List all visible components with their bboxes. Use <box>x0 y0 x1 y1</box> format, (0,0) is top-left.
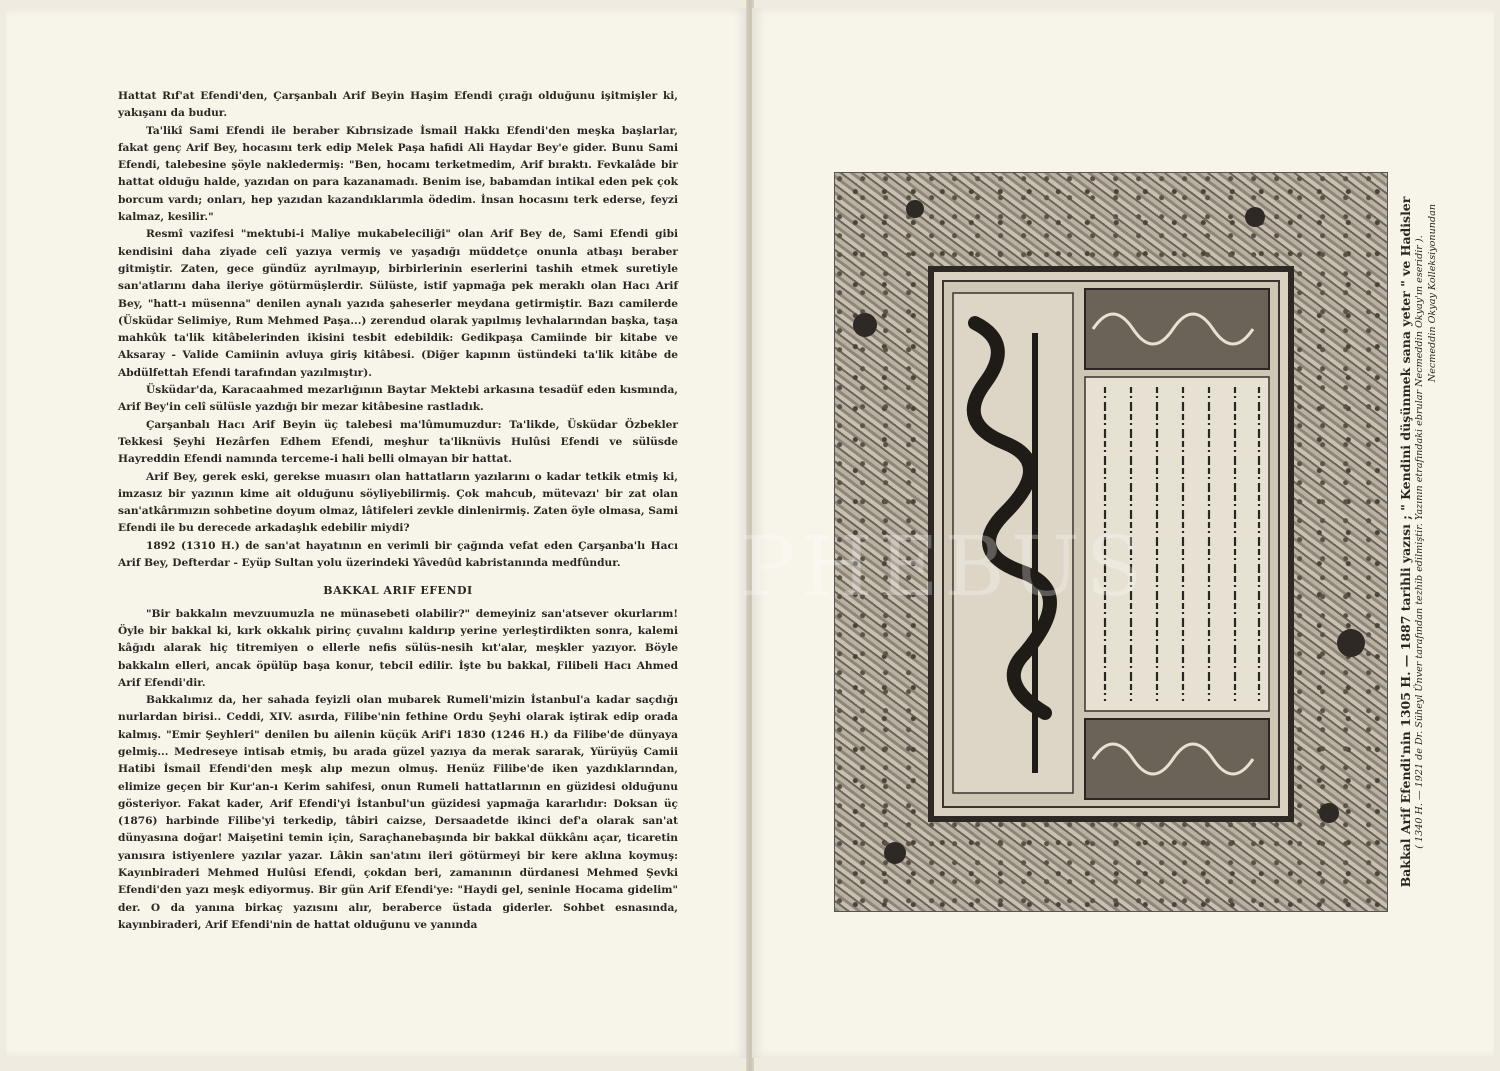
paragraph: 1892 (1310 H.) de san'at hayatının en verimli bir çağında vefat eden Çarşanba'lı Hacı Arif Bey, Defterdar - Eyüp Sultan yolu üzerindeki Yâvedûd kabristanında medfûndur. <box>118 539 678 570</box>
paragraph: Bakkalımız da, her sahada feyizli olan mubarek Rumeli'mizin İstanbul'a kadar saçdığı nurlardan birisi.. Ceddi, XIV. asırda, Filibe'nin fethine Ordu Şeyhi olarak iştirak edip orada kalmış. "Emir Şeyhleri" denilen bu ailenin küçük Arif'i 1830 (1246 H.) da Filibe'de dünyaya gelmiş... Medreseye intisab etmiş, bu arada güzel yazıya da merak sararak, Yürüyüş Camii Hatibi İsmail Efendi'den meşk alıp mezun olmuş. Henüz Filibe'de iken yazdıklarından, elimize geçen bir Kur'an-ı Kerim sahifesi, onun Rumeli hattatlarının en güzidesi olduğunu gösteriyor. Fakat kader, Arif Efendi'yi İstanbul'un güzidesi yapmağa kararlıdır: Doksan üç (1876) harbinde Filibe'yi terkedip, tâbiri caizse, Dersaadetde ikinci def'a olarak san'at dünyasına doğar! Maişetini temin için, Saraçhanebaşında bir bakkal dükkânı açar, ticaretin yanısıra istiyenlere yazılar yazar. Lâkin san'atını ileri götürmeyi bir kere aklına koymuş: Kayınbiraderi Mehmed Hulûsi Efendi, çokdan beri, zamanının dürdanesi Mehmed Şevki Efendi'den yazı meşk ediyormuş. Bir gün Arif Efendi'ye: "Haydi gel, seninle Hocama gidelim" der. O da yanına birkaç yazısını alır, beraberce üstada giderler. Sohbet esnasında, kayınbiraderi, Arif Efendi'nin de hattat olduğunu ve yanında <box>118 694 678 931</box>
left-page <box>6 8 748 1058</box>
caption-collection: Necmeddin Okyay Kolleksiyonundan <box>1427 204 1438 383</box>
paragraph: Ta'likî Sami Efendi ile beraber Kıbrısizade İsmail Hakkı Efendi'den meşka başlarlar, fakat genç Arif Bey, hocasını terk edip Melek Paşa hafidi Ali Haydar Bey'e gider. Bunu Sami Efendi, talebesine şöyle nakledermiş: "Ben, hocamı terketmedim, Arif bıraktı. Fevkalâde bir hattat olduğu halde, yazıdan on para kazanamadı. Benim ise, babamdan intikal eden pek çok borcum vardı; onları, hep yazıdan kazandıklarımla ödedim. İnsan hocasını terk ederse, feyzi kalmaz, kesilir." <box>118 124 678 224</box>
article-text <box>118 88 678 934</box>
caption-title: Bakkal Arif Efendi'nin 1305 H. — 1887 tarihli yazısı ; " Kendini düşünmek sana yeter " ve Hadisler <box>1398 196 1413 888</box>
paragraph: Üsküdar'da, Karacaahmed mezarlığının Baytar Mektebi arkasına tesadüf eden kısmında, Arif Bey'in celî sülüsle yazdığı bir mezar kitâbesine rastladık. <box>118 384 678 414</box>
illumination-panel-bottom <box>1085 719 1269 799</box>
section-heading: BAKKAL ARIF EFENDI <box>323 584 473 598</box>
paragraph: Resmî vazifesi "mektubi-i Maliye mukabeleciliği" olan Arif Bey de, Sami Efendi gibi kendisini daha ziyade celî yazıya vermiş ve yaşadığı müddetçe onunla atbaşı beraber gitmiştir. Zaten, gece gündüz ayrılmayıp, birbirlerinin eserlerini tashih etmek suretiyle san'atlarını daha ileriye götürmüşlerdir. Sülüste, istif yapmağa pek meraklı olan Hacı Arif Bey, "hatt-ı müsenna" denilen aynalı yazıda şaheserler meydana getirmiştir. Bazı camilerde (Üsküdar Selimiye, Rum Mehmed Paşa...) zerendud olarak yapılmış levhalarından başka, taşa mahkûk ta'lik kitâbelerinden ikisini tesbit edebildik: Gedikpaşa Camiinde bir kitabe ve Aksaray - Valide Camiinin avluya giriş kitâbesi. (Diğer kapının üstündeki ta'lik kitâbe de Abdülfettah Efendi tarafından yazılmıştır). <box>118 228 678 379</box>
plate-caption <box>1398 184 1470 900</box>
illumination-panel-top <box>1085 289 1269 369</box>
paragraph: Çarşanbalı Hacı Arif Beyin üç talebesi ma'lûmumuzdur: Ta'likde, Üsküdar Özbekler Tekkesi Şeyhi Hezârfen Edhem Efendi, meşhur ta'liknüvis Hulûsi Efendi ve sülüsde Hayreddin Efendi namında terceme-i hali belli olmayan bir hattat. <box>118 418 678 466</box>
watermark: PHEBUS <box>740 520 1149 615</box>
paragraph: "Bir bakkalın mevzuumuzla ne münasebeti olabilir?" demeyiniz san'atsever okurlarım! Öyle bir bakkal ki, kırk okkalık pirinç çuvalını kaldırıp yerine yerleştirdikten sonra, kalemi kâğıdı alarak hiç titremiyen o ellerle nefis sülüs-nesih kıt'alar, meşkler yazıyor. Böyle bakkalın elleri, ancak öpülüp başa konur, tebcil edilir. İşte bu bakkal, Filibeli Hacı Ahmed Arif Efendi'dir. <box>118 607 678 689</box>
paragraph: Hattat Rıf'at Efendi'den, Çarşanbalı Arif Beyin Haşim Efendi çırağı olduğunu işitmişler ki, yakışanı da budur. <box>118 90 678 120</box>
caption-note: ( 1340 H. — 1921 de Dr. Süheyl Ünver tarafından tezhib edilmiştir. Yazının etrafındaki ebrular Necmeddin Okyay'ın eseridir ). <box>1414 235 1425 849</box>
paragraph: Arif Bey, gerek eski, gerekse muasırı olan hattatların yazılarını o kadar tetkik etmiş ki, imzasız bir yazının kime ait olduğunu söyliyebilirmiş. Çok mahcub, mütevazı' bir zat olan san'atkârımızın sohbetine doyum olmaz, lâtifeleri zevkle dinlenirmiş. Zaten öyle olmasa, Sami Efendi ile bu derecede arkadaşlık edebilir miydi? <box>118 470 678 535</box>
